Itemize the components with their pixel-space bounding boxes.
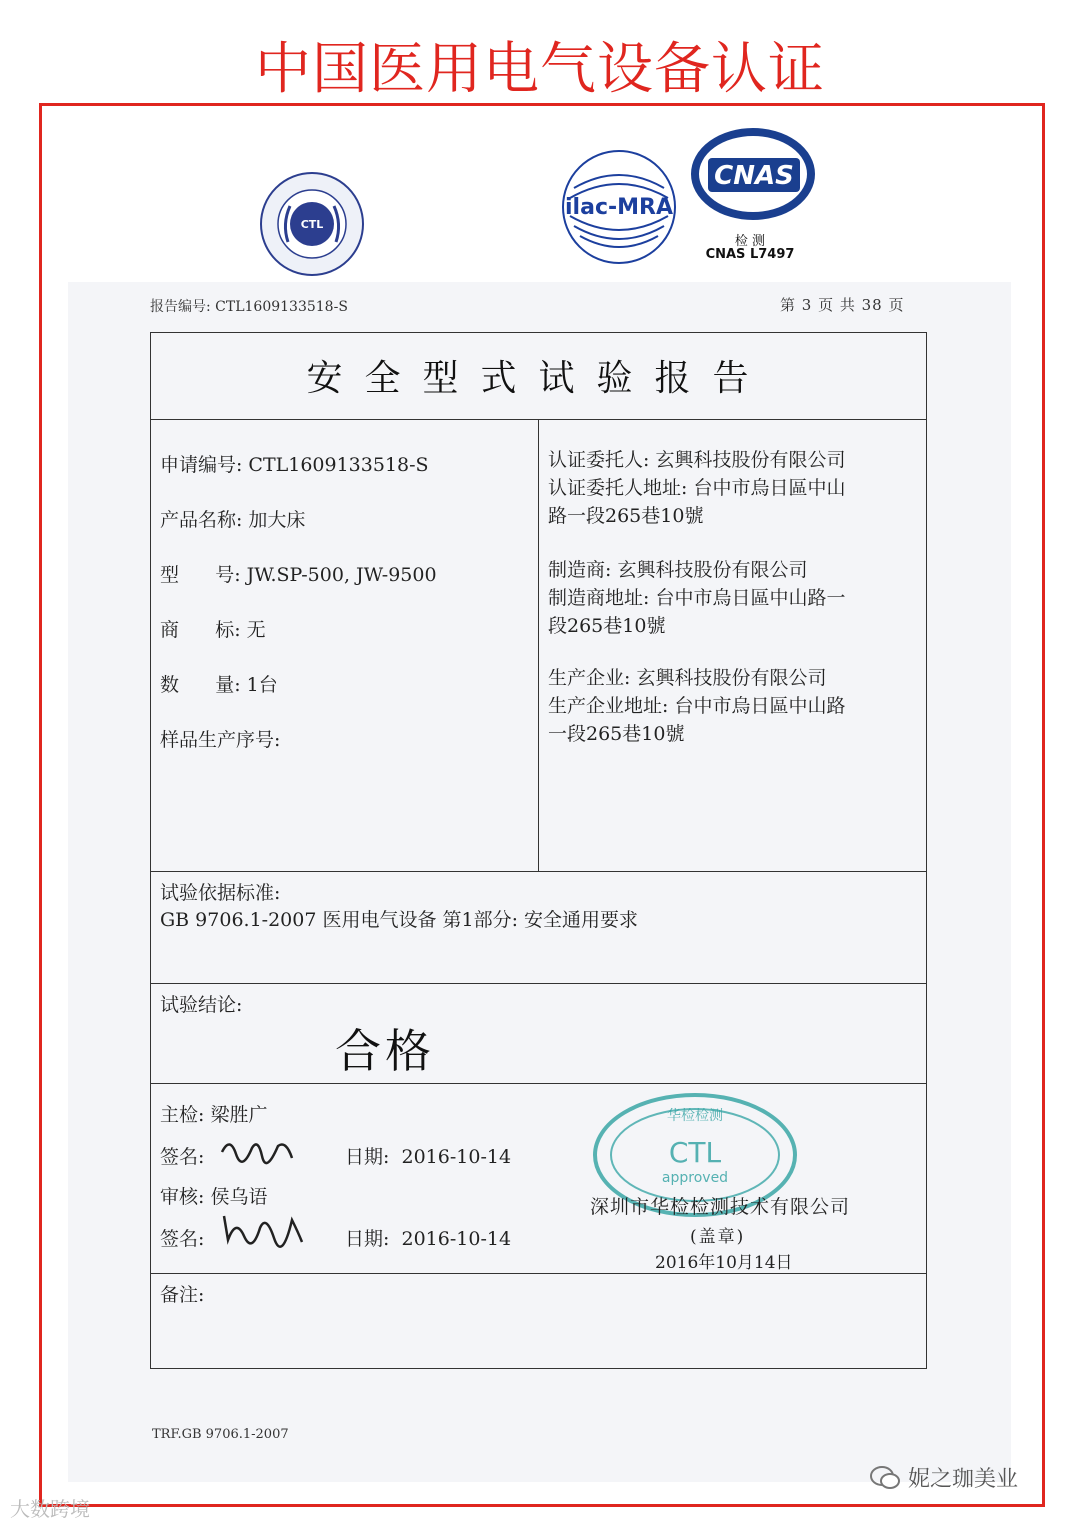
date-row-1: 日期: 2016-10-14 xyxy=(345,1146,512,1168)
standard-value: GB 9706.1-2007 医用电气设备 第1部分: 安全通用要求 xyxy=(160,909,639,931)
manufacturer-block: 制造商: 玄興科技股份有限公司 制造商地址: 台中市烏日區中山路一 段265巷10號 xyxy=(548,559,846,637)
field-product-name: 产品名称: 加大床 xyxy=(160,509,306,531)
verdict: 合格 xyxy=(335,1024,435,1078)
svg-text:CNAS: CNAS xyxy=(714,161,794,191)
reviewer-row: 审核: 侯乌语 xyxy=(160,1186,268,1208)
inspector-sign-label: 签名: xyxy=(160,1146,205,1168)
field-model: 型 号: JW.SP-500, JW-9500 xyxy=(160,564,437,586)
wechat-label: 妮之珈美业 xyxy=(908,1467,1019,1492)
page-info: 第 3 页 共 38 页 xyxy=(780,296,905,314)
svg-text:CTL: CTL xyxy=(300,218,324,231)
applicant-block: 认证委托人: 玄興科技股份有限公司 认证委托人地址: 台中市烏日區中山 路一段265巷10號 xyxy=(548,449,846,527)
svg-text:approved: approved xyxy=(661,1170,729,1186)
svg-text:ilac-MRA: ilac-MRA xyxy=(565,195,673,220)
seal-note: (盖章) xyxy=(690,1227,746,1247)
inspector-row: 主检: 梁胜广 xyxy=(160,1104,268,1126)
remarks-label: 备注: xyxy=(160,1284,205,1306)
company-name: 深圳市华检检测技术有限公司 xyxy=(590,1196,851,1218)
field-sample-serial: 样品生产序号: xyxy=(160,729,281,751)
reviewer-signature-icon xyxy=(218,1206,308,1250)
footer-code: TRF.GB 9706.1-2007 xyxy=(152,1427,289,1442)
watermark: 大数跨境 xyxy=(10,1497,90,1521)
report-title: 安全型式试验报告 xyxy=(306,358,771,399)
svg-text:CTL: CTL xyxy=(668,1136,722,1169)
svg-text:华检检测: 华检检测 xyxy=(667,1108,723,1124)
inspector-signature-icon xyxy=(218,1128,298,1168)
page-banner-title: 中国医用电气设备认证 xyxy=(255,37,825,102)
cnas-logo-icon xyxy=(690,126,816,222)
reviewer-sign-label: 签名: xyxy=(160,1228,205,1250)
wechat-account xyxy=(870,1462,1018,1493)
report-number: 报告编号: CTL1609133518-S xyxy=(150,299,348,315)
ilac-mra-logo-icon xyxy=(560,148,678,266)
field-trademark: 商 标: 无 xyxy=(160,619,266,641)
date-row-2: 日期: 2016-10-14 xyxy=(345,1228,512,1250)
conclusion-label: 试验结论: xyxy=(160,994,243,1016)
field-quantity: 数 量: 1台 xyxy=(160,674,278,696)
wechat-icon xyxy=(870,1465,900,1491)
issue-date: 2016年10月14日 xyxy=(655,1253,793,1273)
standard-label: 试验依据标准: xyxy=(160,882,281,904)
producer-block: 生产企业: 玄興科技股份有限公司 生产企业地址: 台中市烏日區中山路 一段265巷10號 xyxy=(548,667,846,745)
ctl-logo-icon xyxy=(258,170,366,278)
cnas-id-label: CNAS L7497 xyxy=(705,247,795,262)
field-application-no: 申请编号: CTL1609133518-S xyxy=(160,454,429,476)
cnas-sub-label: 检 测 xyxy=(734,234,766,249)
